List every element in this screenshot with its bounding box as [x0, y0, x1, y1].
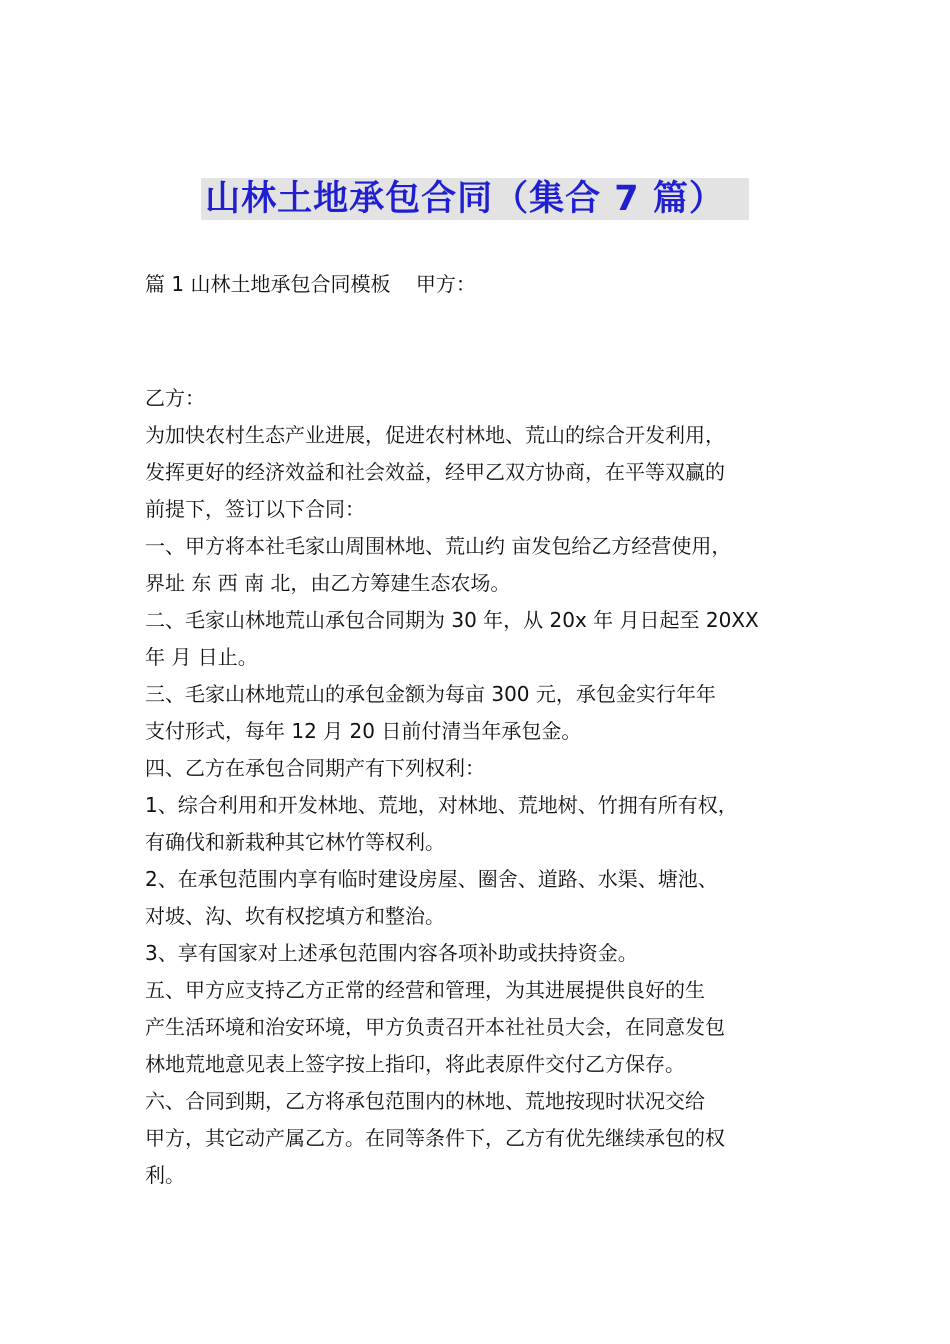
paragraph-clause-3: 三、毛家山林地荒山的承包金额为每亩 300 元，承包金实行年年 支付形式，每年 12 月 20 日前付清当年承包金。: [145, 682, 716, 743]
section-heading: 篇 1 山林土地承包合同模板 甲方：: [145, 272, 476, 296]
paragraph-right-3: 3、享有国家对上述承包范围内容各项补助或扶持资金。: [145, 941, 638, 965]
document-title: 山林土地承包合同（集合 7 篇）: [201, 178, 749, 220]
paragraph-clause-5: 五、甲方应支持乙方正常的经营和管理，为其进展提供良好的生 产生活环境和治安环境，甲方负责召开本社社员大会，在同意发包 林地荒地意见表上签字按上指印，将此表原件交付乙方保存。: [145, 978, 725, 1076]
paragraph-right-2: 2、在承包范围内享有临时建设房屋、圈舍、道路、水渠、塘池、 对坡、沟、坎有权挖填方和整治。: [145, 867, 718, 928]
paragraph-intro: 为加快农村生态产业进展，促进农村林地、荒山的综合开发利用， 发挥更好的经济效益和社会效益，经甲乙双方协商，在平等双赢的 前提下，签订以下合同：: [145, 423, 725, 521]
title-container: [0, 178, 950, 220]
paragraph-clause-2: 二、毛家山林地荒山承包合同期为 30 年，从 20x 年 月日起至 20XX 年 月 日止。: [145, 608, 759, 669]
paragraph-right-1: 1、综合利用和开发林地、荒地，对林地、荒地树、竹拥有所有权， 有确伐和新栽种其它林竹等权利。: [145, 793, 738, 854]
paragraph-clause-4: 四、乙方在承包合同期产有下列权利：: [145, 756, 485, 780]
paragraph-clause-1: 一、甲方将本社毛家山周围林地、荒山约 亩发包给乙方经营使用， 界址 东 西 南 北，由乙方筹建生态农场。: [145, 534, 732, 595]
contract-body: [145, 380, 810, 1194]
paragraph-clause-6: 六、合同到期，乙方将承包范围内的林地、荒地按现时状况交给 甲方，其它动产属乙方。在同等条件下，乙方有优先继续承包的权 利。: [145, 1089, 725, 1187]
paragraph-party-b: 乙方：: [145, 386, 205, 410]
